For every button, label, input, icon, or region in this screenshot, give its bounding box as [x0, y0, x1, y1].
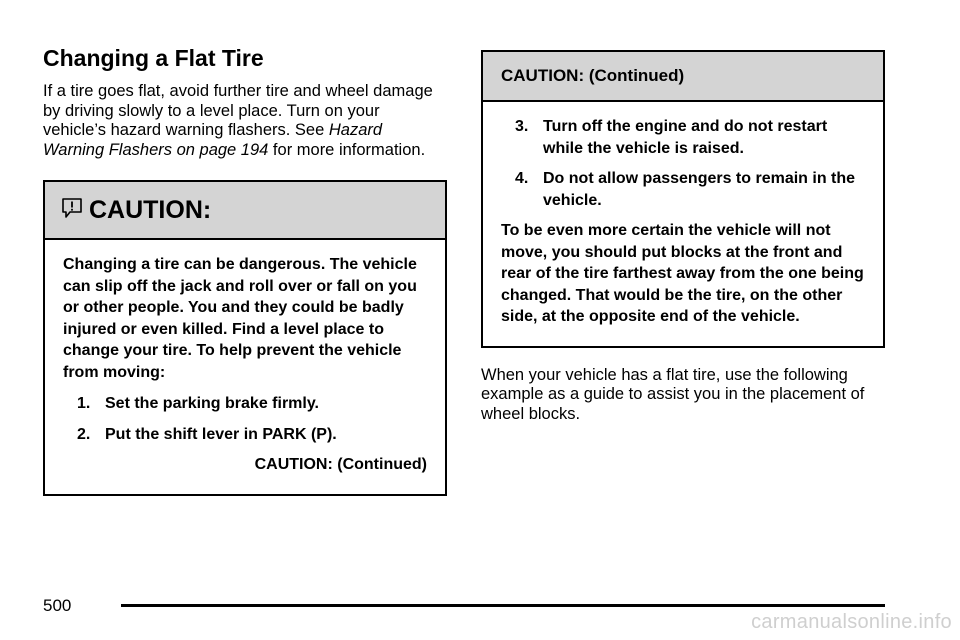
list-item [77, 393, 427, 415]
caution-body [45, 240, 445, 494]
caution-heading: CAUTION: [89, 195, 212, 224]
intro-text: If a tire goes flat, avoid further tire and wheel damage by driving slowly to a level place. Turn on your vehicle’s hazard warning flashers. See [43, 82, 433, 139]
intro-tail: for more information. [268, 140, 426, 159]
hazard-flashers-reference[interactable]: Hazard Warning Flashers on page 194 [43, 121, 383, 159]
step-number: 3. [515, 118, 529, 135]
watermark: carmanualsonline.info [751, 611, 952, 633]
caution-header [45, 182, 445, 240]
caution-continued-steps-list [515, 116, 865, 211]
caution-continued-box [481, 50, 885, 348]
caution-continued-body [483, 102, 883, 346]
intro-paragraph [43, 82, 447, 160]
step-text: Set the parking brake firmly. [105, 395, 319, 412]
list-item [77, 424, 427, 446]
step-number: 4. [515, 170, 529, 187]
step-number: 1. [77, 395, 91, 412]
left-column [43, 44, 447, 496]
caution-box [43, 180, 447, 496]
step-text: Do not allow passengers to remain in the vehicle. [543, 170, 856, 209]
step-text: Turn off the engine and do not restart while the vehicle is raised. [543, 118, 828, 157]
caution-continued-heading: CAUTION: (Continued) [501, 66, 685, 85]
page-number: 500 [43, 596, 72, 615]
caution-continued-text: To be even more certain the vehicle will not move, you should put blocks at the front and rear of the tire farthest away from the one being changed. That would be the tire, on the other side, at the opposite end of the vehicle. [501, 222, 864, 325]
section-title: Changing a Flat Tire [43, 45, 264, 71]
caution-continued-header [483, 52, 883, 102]
step-text: Put the shift lever in PARK (P). [105, 425, 337, 443]
right-column [481, 50, 885, 424]
step-number: 2. [77, 425, 91, 443]
caution-text: Changing a tire can be dangerous. The vehicle can slip off the jack and roll over or fall on you or other people. You and they could be badly injured or even killed. Find a level place to change your tire. To help prevent the vehicle from moving: [63, 256, 417, 381]
footer-rule [121, 604, 885, 607]
list-item [515, 116, 865, 159]
list-item [515, 168, 865, 211]
caution-continued-tag: CAUTION: (Continued) [254, 456, 427, 473]
warning-speech-bubble-icon [61, 197, 83, 219]
caution-steps-list [77, 393, 427, 445]
wheel-blocks-paragraph: When your vehicle has a flat tire, use the following example as a guide to assist you in the placement of wheel blocks. [481, 365, 865, 423]
